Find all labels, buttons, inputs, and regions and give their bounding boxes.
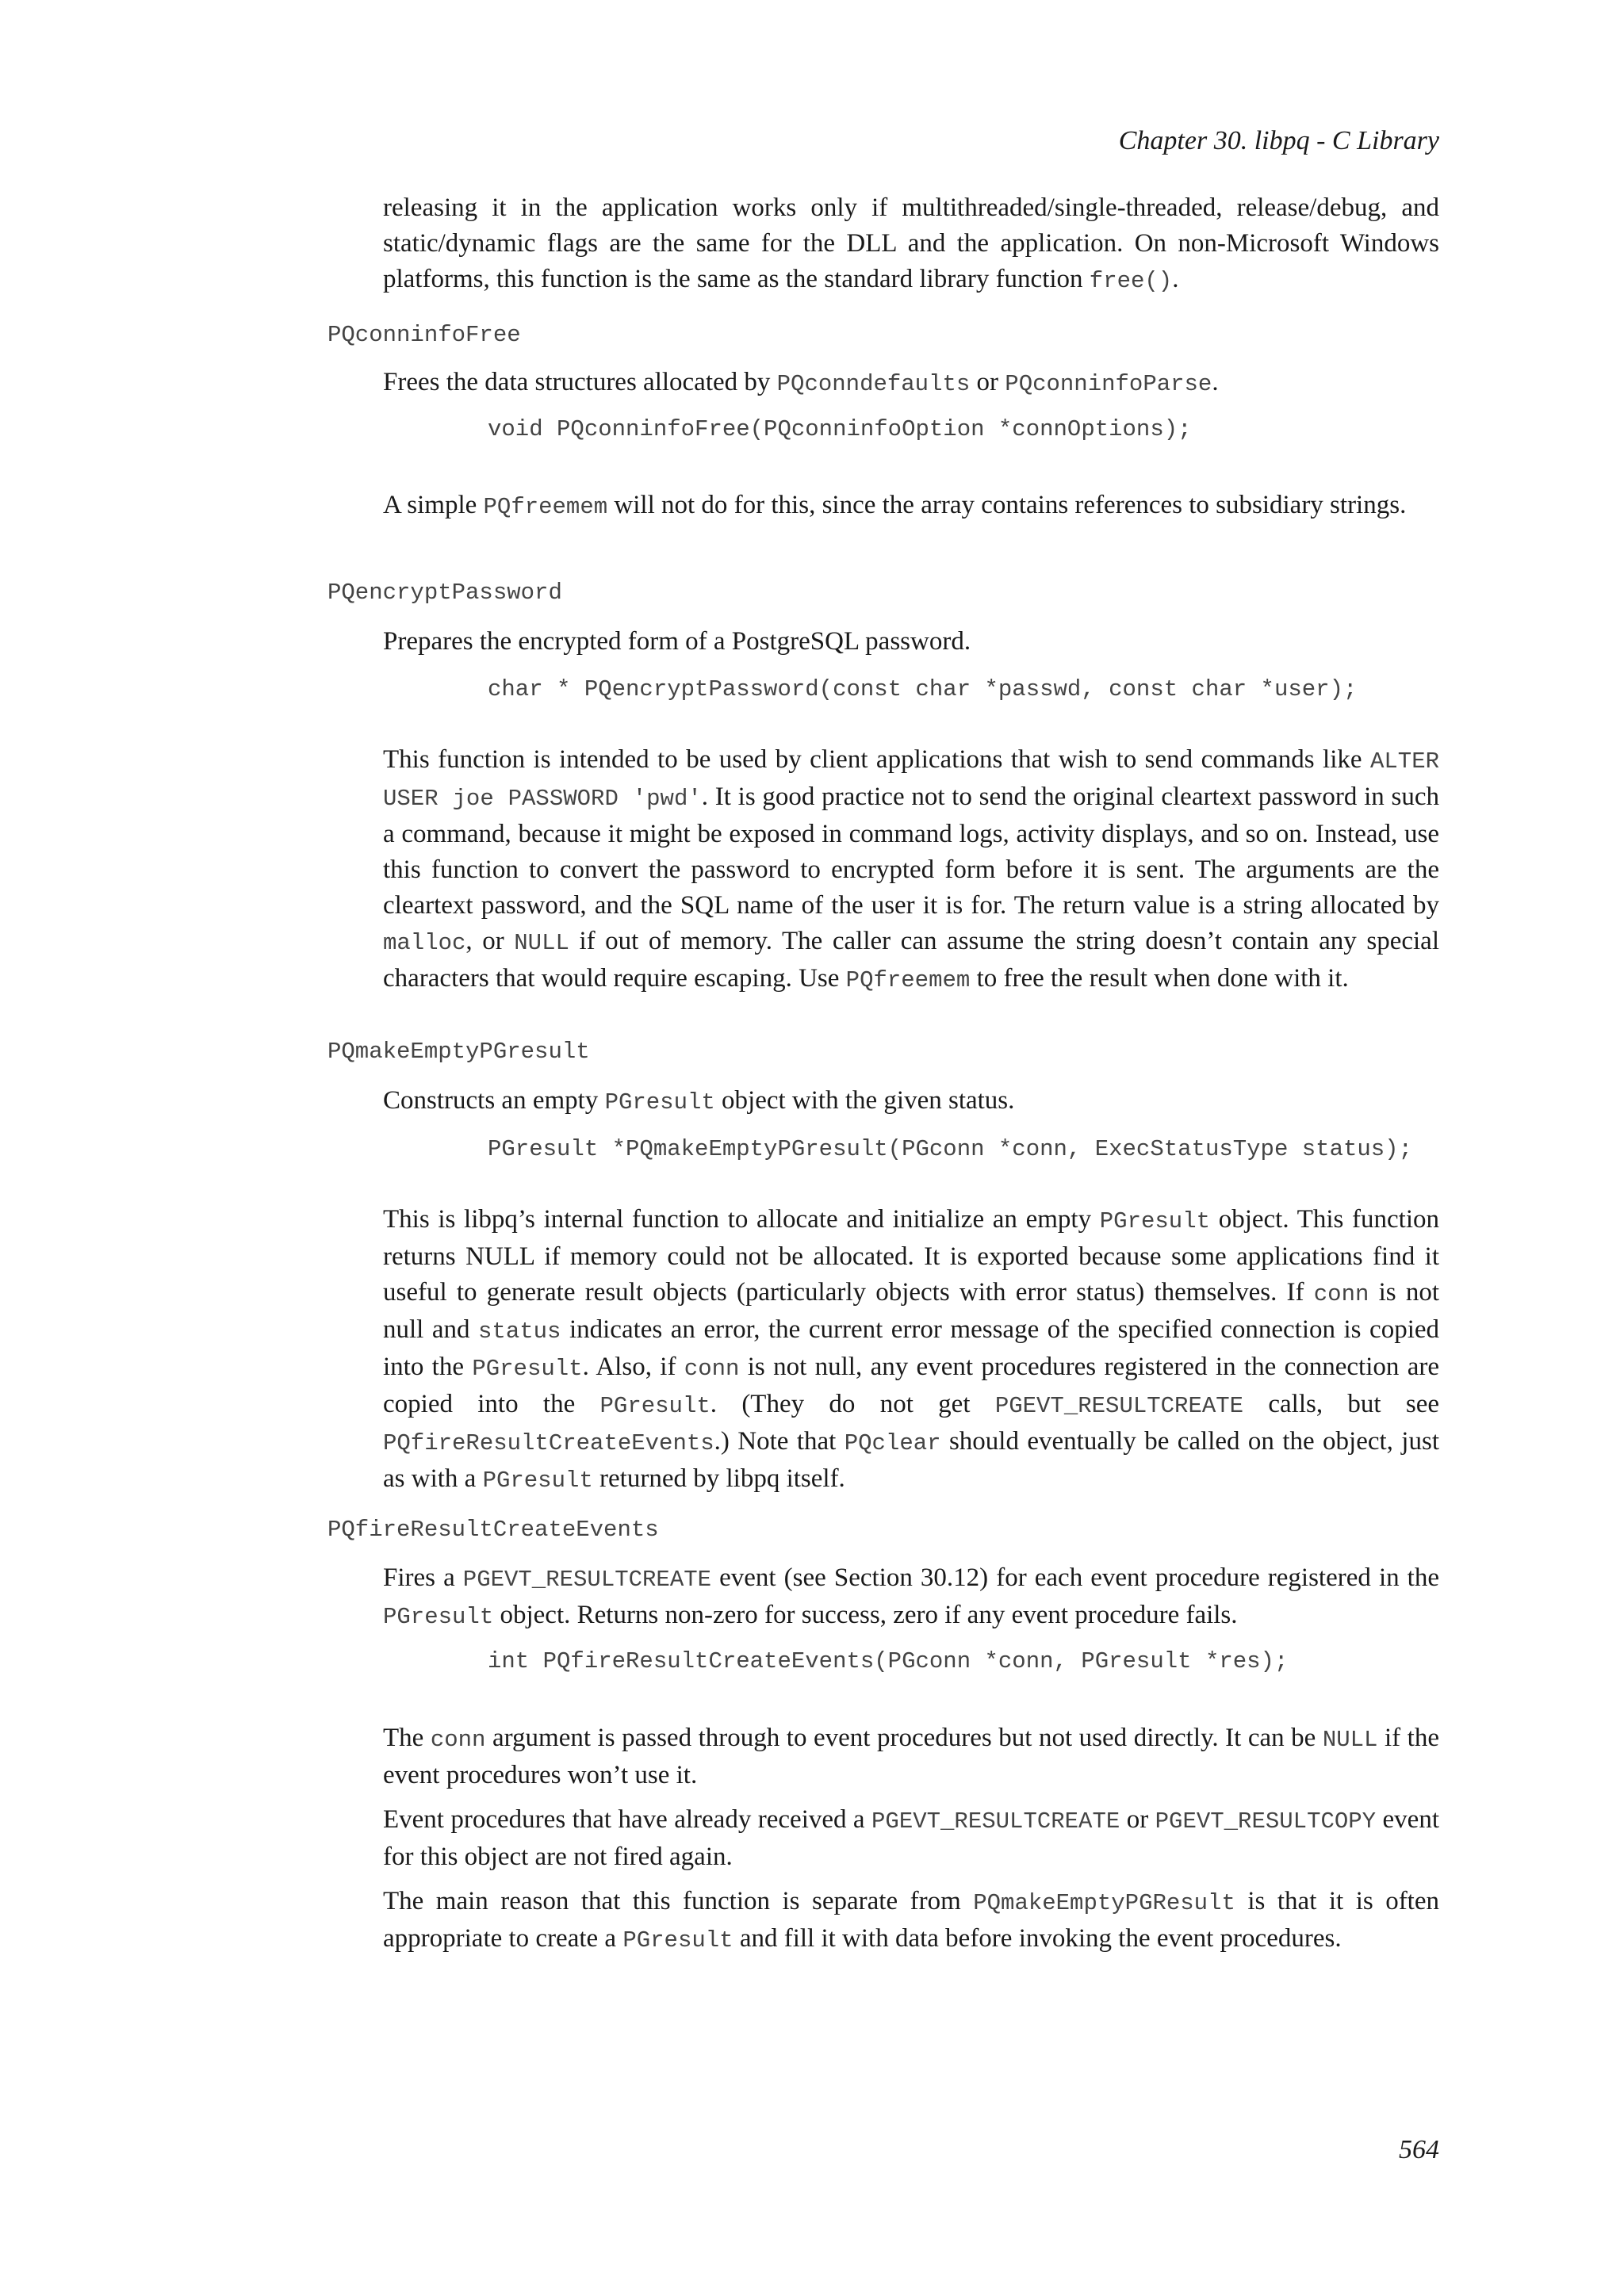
text-run: is not null and	[383, 1278, 1439, 1344]
text-run: or	[1120, 1805, 1155, 1834]
text-run: .) Note that	[714, 1427, 845, 1456]
text-run: object. Returns non-zero for success, zero if any event procedure fails.	[493, 1601, 1238, 1629]
text-run: .	[1172, 265, 1179, 293]
text-run: returned by libpq itself.	[592, 1464, 845, 1493]
encrypt-description: Prepares the encrypted form of a PostgreSQL password.	[383, 627, 971, 656]
inline-code: status	[478, 1318, 561, 1345]
makeempty-description	[383, 1083, 1439, 1120]
makeempty-synopsis: PGresult *PQmakeEmptyPGresult(PGconn *conn, ExecStatusType status);	[488, 1136, 1412, 1162]
inline-code: PQfireResultCreateEvents	[383, 1430, 714, 1456]
text-run: . Also, if	[582, 1353, 684, 1381]
conninfofree-description	[383, 365, 1439, 402]
makeempty-paragraph	[383, 1202, 1439, 1498]
inline-code: PGEVT_RESULTCOPY	[1155, 1808, 1377, 1835]
fire-paragraph-1	[383, 1720, 1439, 1793]
inline-code: conn	[430, 1727, 486, 1753]
text-run: The main reason that this function is separate from	[383, 1887, 974, 1915]
running-header: Chapter 30. libpq - C Library	[1118, 126, 1439, 155]
text-run: Fires a	[383, 1563, 463, 1592]
text-run: indicates an error, the current error message of the specified connection is copied into the	[383, 1315, 1440, 1381]
text-run: or	[970, 368, 1005, 396]
inline-code: PQconninfoParse	[1005, 371, 1212, 397]
function-term-pqfireresultcreateevents: PQfireResultCreateEvents	[327, 1517, 659, 1543]
encrypt-paragraph	[383, 742, 1439, 998]
text-run: .	[1212, 368, 1219, 396]
function-term-pqconninfofree: PQconninfoFree	[327, 322, 521, 348]
text-run: is not null, any event procedures registered in the connection are copied into the	[383, 1353, 1439, 1418]
text-run: , or	[465, 927, 515, 955]
text-run: A simple	[383, 491, 484, 519]
inline-code: PGresult	[472, 1356, 583, 1382]
text-run: and fill it with data before invoking the event procedures.	[733, 1924, 1342, 1953]
encrypt-synopsis: char * PQencryptPassword(const char *passwd, const char *user);	[488, 676, 1358, 702]
inline-code: PGresult	[383, 1604, 494, 1630]
inline-code: PGEVT_RESULTCREATE	[871, 1808, 1120, 1835]
page-number: 564	[1399, 2135, 1439, 2164]
text-run: if the event procedures won’t use it.	[383, 1724, 1439, 1789]
inline-code: PQfreemem	[483, 494, 608, 520]
fire-paragraph-2	[383, 1802, 1439, 1875]
text-run: . It is good practice not to send the original cleartext password in such a command, because it might be exposed in command logs, activity displays, and so on. Instead, use this function to convert the password to encrypted form before it is sent. The arguments are the cleartext password, and the SQL name of the user it is for. The return value is a string allocated by	[383, 783, 1439, 920]
text-run: event for this object are not fired again.	[383, 1805, 1439, 1871]
text-run: This is libpq’s internal function to allocate and initialize an empty	[383, 1205, 1100, 1234]
inline-code: PGEVT_RESULTCREATE	[462, 1567, 712, 1593]
inline-code: NULL	[514, 930, 569, 956]
fire-synopsis: int PQfireResultCreateEvents(PGconn *conn, PGresult *res);	[488, 1648, 1289, 1674]
inline-code: PQmakeEmptyPGResult	[973, 1890, 1235, 1916]
inline-code: PQclear	[844, 1430, 941, 1456]
inline-code: PGresult	[599, 1393, 710, 1419]
inline-code: PGEVT_RESULTCREATE	[994, 1393, 1244, 1419]
inline-code: PQconndefaults	[776, 371, 971, 397]
text-run: object. This function returns NULL if memory could not be allocated. It is exported because some applications find it useful to generate result objects (particularly objects with error status) themselves. If	[383, 1205, 1439, 1307]
inline-code: PQfreemem	[845, 967, 971, 993]
conninfofree-note	[383, 488, 1439, 525]
inline-code: malloc	[383, 930, 466, 956]
text-run: Event procedures that have already received a	[383, 1805, 872, 1834]
text-run: is that it is often appropriate to create a	[383, 1887, 1439, 1953]
fire-description	[383, 1560, 1439, 1635]
inline-code: PGresult	[604, 1089, 715, 1115]
function-term-pqmakeemptypgresult: PQmakeEmptyPGresult	[327, 1039, 590, 1065]
text-run: . (They do not get	[710, 1390, 995, 1418]
inline-code: conn	[684, 1356, 740, 1382]
inline-code: conn	[1313, 1281, 1369, 1307]
inline-code: PGresult	[1099, 1208, 1211, 1234]
text-run: will not do for this, since the array contains references to subsidiary strings.	[607, 491, 1407, 519]
text-run: should eventually be called on the object, just as with a	[383, 1427, 1439, 1493]
text-run: calls, but see	[1243, 1390, 1440, 1418]
inline-code: PGresult	[622, 1927, 733, 1954]
text-run: Constructs an empty	[383, 1086, 605, 1115]
text-run: argument is passed through to event procedures but not used directly. It can be	[485, 1724, 1323, 1752]
text-run: object with the given status.	[714, 1086, 1015, 1115]
text-run: event (see Section 30.12) for each event procedure registered in the	[711, 1563, 1439, 1592]
text-run: Frees the data structures allocated by	[383, 368, 777, 396]
text-run: to free the result when done with it.	[970, 964, 1349, 993]
intro-paragraph	[383, 190, 1439, 299]
inline-code: ALTER USER joe PASSWORD 'pwd'	[383, 748, 1439, 812]
conninfofree-synopsis: void PQconninfoFree(PQconninfoOption *connOptions);	[488, 416, 1192, 442]
inline-code: NULL	[1322, 1727, 1378, 1753]
fire-paragraph-3	[383, 1884, 1439, 1958]
text-run: releasing it in the application works only if multithreaded/single-threaded, release/debug, and static/dynamic flags are the same for the DLL and the application. On non-Microsoft Windows platforms, this function is the same as the standard library function	[383, 193, 1439, 293]
text-run: if out of memory. The caller can assume the string doesn’t contain any special characters that would require escaping. Use	[383, 927, 1439, 993]
text-run: The	[383, 1724, 431, 1752]
text-run: This function is intended to be used by client applications that wish to send commands like	[383, 745, 1370, 774]
inline-code: free()	[1089, 268, 1173, 294]
inline-code: PGresult	[482, 1468, 593, 1494]
function-term-pqencryptpassword: PQencryptPassword	[327, 580, 562, 606]
